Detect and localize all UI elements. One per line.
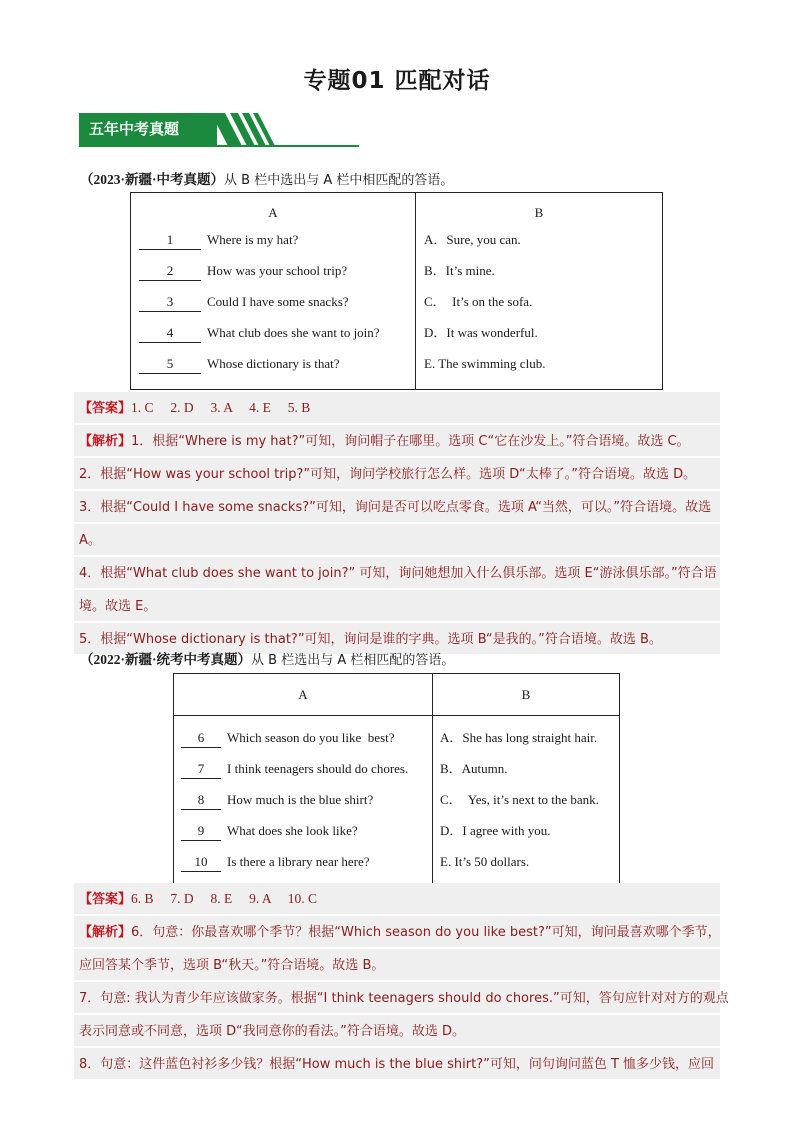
q1-answer-label: 【答案】: [79, 401, 132, 416]
question-text: How much is the blue shirt?: [227, 792, 374, 807]
q1-col-a-header: A: [268, 205, 278, 220]
q2-answer-text: 6. B 7. D 8. E 9. A 10. C: [131, 891, 318, 906]
analysis-line: [74, 949, 720, 980]
analysis-line: [74, 491, 720, 522]
section-banner: [79, 113, 259, 146]
page-title: 专题01 匹配对话: [303, 68, 491, 94]
column-b-option: A．Sure, you can.: [424, 232, 521, 247]
answer-blank[interactable]: 4: [139, 324, 201, 343]
answer-blank[interactable]: 8: [181, 791, 221, 810]
column-b-option: B．It’s mine.: [424, 263, 495, 278]
answer-blank[interactable]: 1: [139, 231, 201, 250]
answer-blank[interactable]: 3: [139, 293, 201, 312]
analysis-line: [74, 1015, 720, 1046]
analysis-line: [74, 916, 720, 947]
section-banner-label: 五年中考真题: [79, 113, 217, 146]
q1-column-b: [416, 193, 663, 390]
q1-answer-text: 1. C 2. D 3. A 4. E 5. B: [131, 400, 311, 415]
analysis-line: [74, 425, 720, 456]
analysis-line: [74, 982, 729, 1013]
question-text: Where is my hat?: [207, 232, 299, 247]
column-a-item: [181, 784, 432, 815]
column-a-item: [181, 815, 432, 846]
analysis-text: A。: [79, 533, 101, 548]
analysis-line: [74, 590, 720, 621]
column-a-item: [181, 846, 432, 877]
q2-answer-label: 【答案】: [79, 892, 132, 907]
analysis-text: 应回答某个季节，选项 B“秋天。”符合语境。故选 B。: [79, 958, 385, 973]
analysis-line: [74, 1048, 720, 1079]
q1-col-b-header: B: [534, 205, 544, 220]
answer-blank[interactable]: 9: [181, 822, 221, 841]
q1-source: （2023·新疆·中考真题）: [80, 172, 225, 187]
q2-source: （2022·新疆·统考中考真题）: [80, 652, 252, 667]
column-a-item: [139, 286, 415, 317]
analysis-text: 2．根据“How was your school trip?”可知，询问学校旅行怎么样。选项 D“太棒了。”符合语境。故选 D。: [79, 467, 697, 482]
column-a-item: [139, 317, 415, 348]
question-text: How was your school trip?: [207, 263, 348, 278]
analysis-text: 境。故选 E。: [79, 599, 157, 614]
banner-underline: [79, 145, 359, 147]
analysis-label: 【解析】: [79, 925, 132, 940]
analysis-text: 6．句意：你最喜欢哪个季节？根据“Which season do you like best?”可知，询问最喜欢哪个季节，: [131, 925, 721, 940]
q2-col-b-header: B: [433, 674, 620, 716]
q1-answer-line: [74, 392, 720, 423]
q1-heading: [80, 168, 453, 188]
analysis-text: 8．句意：这件蓝色衬衫多少钱？根据“How much is the blue shirt?”可知，问句询问蓝色 T 恤多少钱，应回: [79, 1057, 715, 1072]
q2-answer-block: [74, 883, 729, 1079]
q2-heading: [80, 648, 454, 668]
column-a-item: [181, 722, 432, 753]
analysis-line: [74, 458, 720, 489]
question-text: Which season do you like best?: [227, 730, 395, 745]
q1-instruction: 从 B 栏中选出与 A 栏中相匹配的答语。: [224, 173, 454, 188]
analysis-text: 3．根据“Could I have some snacks?”可知，询问是否可以吃点零食。选项 A“当然，可以。”符合语境。故选: [79, 500, 712, 515]
column-a-item: [139, 348, 415, 379]
column-b-option: C． Yes, it’s next to the bank.: [440, 792, 599, 807]
column-b-option: A．She has long straight hair.: [440, 730, 598, 745]
question-text: I think teenagers should do chores.: [227, 761, 409, 776]
column-b-option: D．I agree with you.: [440, 823, 551, 838]
q2-instruction: 从 B 栏选出与 A 栏相匹配的答语。: [251, 653, 455, 668]
question-text: What club does she want to join?: [207, 325, 380, 340]
column-b-option: B．Autumn.: [440, 761, 508, 776]
answer-blank[interactable]: 7: [181, 760, 221, 779]
q2-column-b: [433, 716, 620, 887]
question-text: Whose dictionary is that?: [207, 356, 340, 371]
q2-answer-line: [74, 883, 720, 914]
answer-blank[interactable]: 6: [181, 729, 221, 748]
analysis-text: 表示同意或不同意，选项 D“我同意你的看法。”符合语境。故选 D。: [79, 1024, 465, 1039]
analysis-text: 1．根据“Where is my hat?”可知，询问帽子在哪里。选项 C“它在沙发上。”符合语境。故选 C。: [131, 434, 690, 449]
q2-column-a: [174, 716, 433, 887]
column-b-option: D．It was wonderful.: [424, 325, 538, 340]
column-a-item: [181, 753, 432, 784]
q2-col-a-header: A: [174, 674, 433, 716]
analysis-text: 7．句意: 我认为青少年应该做家务。根据“I think teenagers should do chores.”可知，答句应针对对方的观点: [79, 991, 729, 1006]
column-b-option: E. The swimming club.: [424, 356, 546, 371]
banner-stripes-icon: [211, 113, 341, 146]
analysis-text: 4．根据“What club does she want to join?” 可知，询问她想加入什么俱乐部。选项 E“游泳俱乐部。”符合语: [79, 566, 717, 581]
question-text: What does she look like?: [227, 823, 358, 838]
q2-match-table: [173, 673, 620, 887]
q1-answer-block: [74, 392, 720, 654]
answer-blank[interactable]: 10: [181, 853, 221, 872]
answer-blank[interactable]: 2: [139, 262, 201, 281]
column-b-option: E. It’s 50 dollars.: [440, 854, 530, 869]
analysis-line: [74, 557, 720, 588]
column-b-option: C． It’s on the sofa.: [424, 294, 533, 309]
column-a-item: [139, 255, 415, 286]
analysis-text: 5．根据“Whose dictionary is that?”可知，询问是谁的字典。选项 B“是我的。”符合语境。故选 B。: [79, 632, 662, 647]
analysis-line: [74, 524, 720, 555]
column-a-item: [139, 224, 415, 255]
answer-blank[interactable]: 5: [139, 355, 201, 374]
question-text: Is there a library near here?: [227, 854, 370, 869]
q1-column-a: [131, 193, 416, 390]
q1-match-table: [130, 192, 663, 390]
question-text: Could I have some snacks?: [207, 294, 349, 309]
analysis-label: 【解析】: [79, 434, 132, 449]
